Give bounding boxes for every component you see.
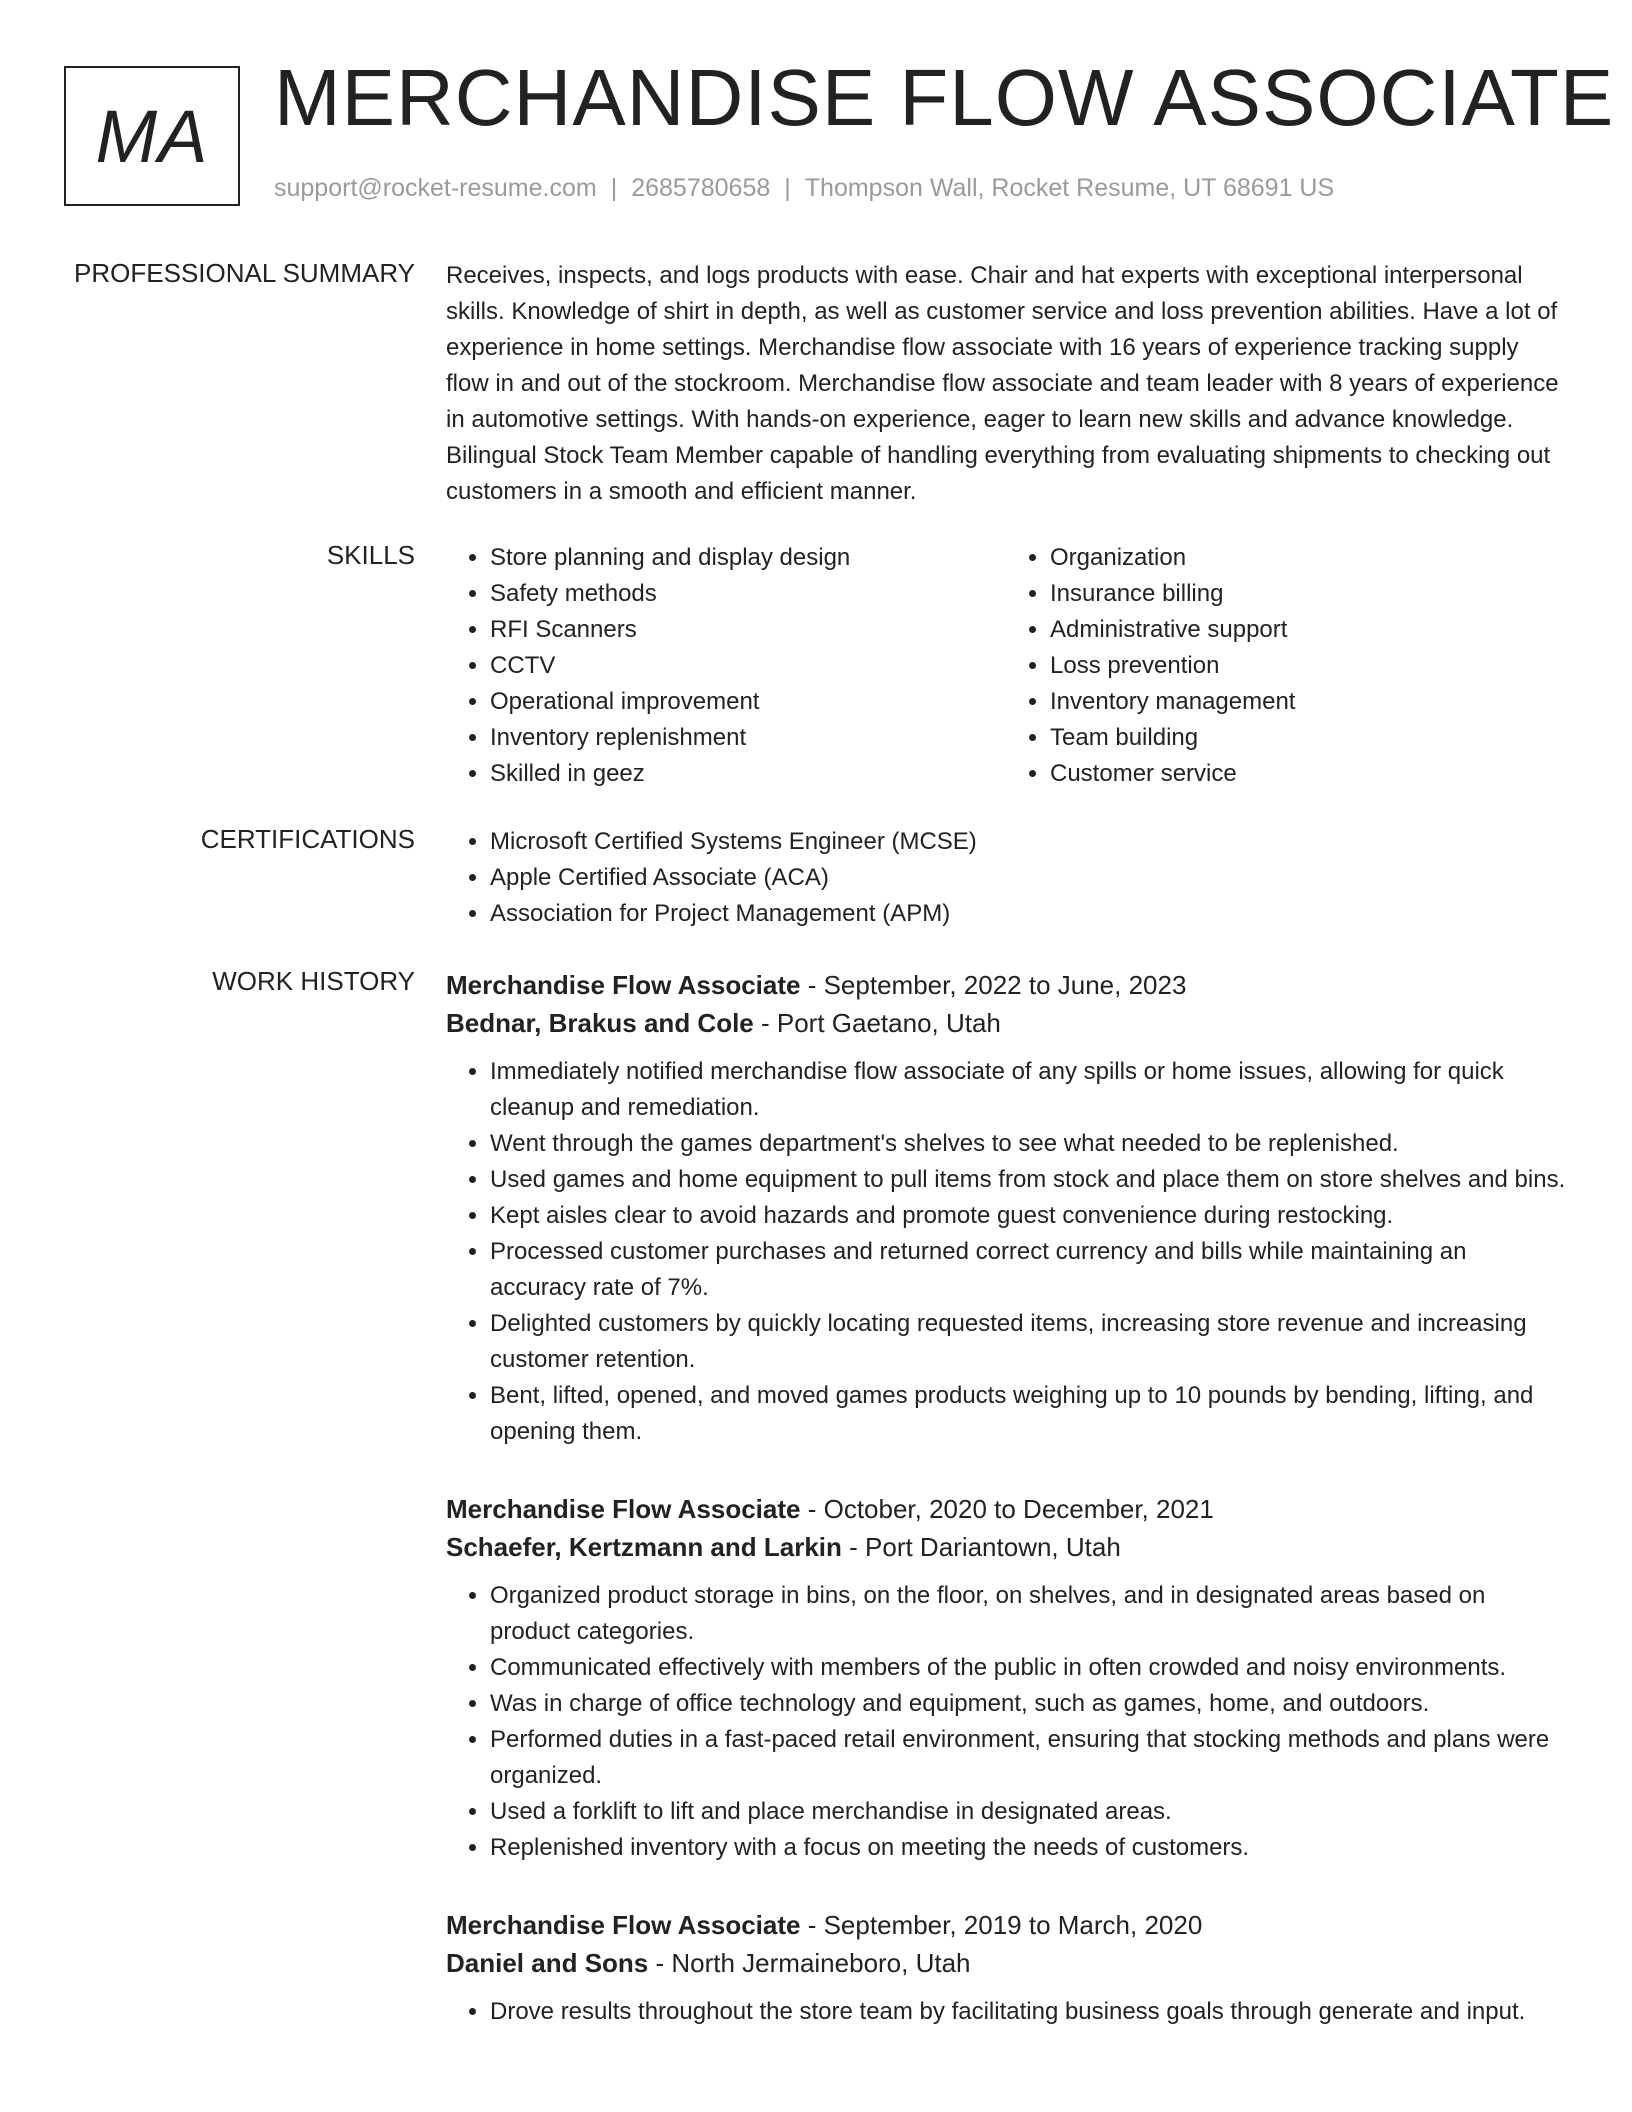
skill-item: • Safety methods (490, 576, 1006, 612)
job-company-line (446, 1528, 1566, 1566)
skill-item: • Loss prevention (1050, 648, 1566, 684)
certifications-content (446, 824, 1566, 932)
job-bullet: • Communicated effectively with members of the public in often crowded and noisy environments. (490, 1650, 1566, 1686)
skill-item: • Inventory replenishment (490, 720, 1006, 756)
job-company: Schaefer, Kertzmann and Larkin (446, 1532, 842, 1562)
job-bullet: • Immediately notified merchandise flow associate of any spills or home issues, allowing for quick cleanup and remediation. (490, 1054, 1566, 1126)
job-bullet: • Used games and home equipment to pull items from stock and place them on store shelves and bins. (490, 1162, 1566, 1198)
skill-item: • Team building (1050, 720, 1566, 756)
job-dates: - September, 2022 to June, 2023 (800, 970, 1187, 1000)
contact-separator: | (610, 174, 618, 202)
contact-separator: | (784, 174, 791, 202)
job-bullet: • Drove results throughout the store team by facilitating business goals through generate and input. (490, 1994, 1566, 2030)
job-title-line (446, 1906, 1566, 1944)
job-dates: - October, 2020 to December, 2021 (800, 1494, 1214, 1524)
job-bullet: • Used a forklift to lift and place merchandise in designated areas. (490, 1794, 1566, 1830)
job-location: - Port Gaetano, Utah (753, 1008, 1001, 1038)
job-company: Bednar, Brakus and Cole (446, 1008, 754, 1038)
section-heading: SKILLS (326, 540, 415, 570)
skill-item: • CCTV (490, 648, 1006, 684)
skill-item: • Administrative support (1050, 612, 1566, 648)
contact-phone: 2685780658 (631, 174, 771, 202)
certification-item: • Association for Project Management (APM) (490, 896, 1566, 932)
job-bullet: • Processed customer purchases and returned correct currency and bills while maintaining an accuracy rate of 7%. (490, 1234, 1566, 1306)
job-entry (446, 966, 1566, 1450)
skills-list-left (446, 540, 1006, 792)
certification-item: • Microsoft Certified Systems Engineer (MCSE) (490, 824, 1566, 860)
section-heading: WORK HISTORY (212, 966, 415, 996)
job-bullet: • Performed duties in a fast-paced retail environment, ensuring that stocking methods and plans were organized. (490, 1722, 1566, 1794)
job-title-line (446, 1490, 1566, 1528)
job-dates: - September, 2019 to March, 2020 (800, 1910, 1203, 1940)
job-location: - Port Dariantown, Utah (841, 1532, 1121, 1562)
job-title: Merchandise Flow Associate (446, 970, 801, 1000)
certification-item: • Apple Certified Associate (ACA) (490, 860, 1566, 896)
job-title-line (446, 966, 1566, 1004)
skill-item: • Operational improvement (490, 684, 1006, 720)
job-company-line (446, 1004, 1566, 1042)
job-bullets (446, 1054, 1566, 1450)
skill-item: • Customer service (1050, 756, 1566, 792)
job-bullet: • Organized product storage in bins, on the floor, on shelves, and in designated areas based on product categories. (490, 1578, 1566, 1650)
skills-grid (446, 540, 1566, 792)
job-company-line (446, 1944, 1566, 1982)
job-bullet: • Kept aisles clear to avoid hazards and promote guest convenience during restocking. (490, 1198, 1566, 1234)
job-bullet: • Went through the games department's shelves to see what needed to be replenished. (490, 1126, 1566, 1162)
section-heading: PROFESSIONAL SUMMARY (74, 258, 415, 288)
contact-email[interactable]: support@rocket-resume.com (274, 174, 597, 202)
skills-list-right (1006, 540, 1566, 792)
skill-item: • Skilled in geez (490, 756, 1006, 792)
contact-address: Thompson Wall, Rocket Resume, UT 68691 US (804, 174, 1335, 202)
monogram-logo: MA (64, 66, 240, 206)
skill-item: • Insurance billing (1050, 576, 1566, 612)
certifications-list (446, 824, 1566, 932)
job-bullets (446, 1578, 1566, 1866)
skill-item: • Store planning and display design (490, 540, 1006, 576)
job-entry (446, 1906, 1566, 2030)
job-entry (446, 1490, 1566, 1866)
page-title: MERCHANDISE FLOW ASSOCIATE (274, 53, 1615, 142)
job-bullet: • Bent, lifted, opened, and moved games products weighing up to 10 pounds by bending, lifting, and opening them. (490, 1378, 1566, 1450)
job-title: Merchandise Flow Associate (446, 1494, 801, 1524)
job-location: - North Jermaineboro, Utah (648, 1948, 971, 1978)
job-bullet: • Delighted customers by quickly locating requested items, increasing store revenue and increasing customer retention. (490, 1306, 1566, 1378)
job-bullets (446, 1994, 1566, 2030)
summary-text: Receives, inspects, and logs products with ease. Chair and hat experts with exceptional interpersonal skills. Knowledge of shirt in depth, as well as customer service and loss prevention abilities. Have a lot of experience in home settings. Merchandise flow associate with 16 years of experience tracking supply flow in and out of the stockroom. Merchandise flow associate and team leader with 8 years of experience in automotive settings. With hands-on experience, eager to learn new skills and advance knowledge. Bilingual Stock Team Member capable of handling everything from evaluating shipments to checking out customers in a smooth and efficient manner. (446, 262, 1559, 505)
skill-item: • Organization (1050, 540, 1566, 576)
section-heading: CERTIFICATIONS (200, 824, 415, 854)
skill-item: • Inventory management (1050, 684, 1566, 720)
job-company: Daniel and Sons (446, 1948, 649, 1978)
skill-item: • RFI Scanners (490, 612, 1006, 648)
job-title: Merchandise Flow Associate (446, 1910, 801, 1940)
job-bullet: • Replenished inventory with a focus on meeting the needs of customers. (490, 1830, 1566, 1866)
contact-line (274, 174, 1334, 203)
work-history-content (446, 966, 1566, 2070)
job-bullet: • Was in charge of office technology and equipment, such as games, home, and outdoors. (490, 1686, 1566, 1722)
